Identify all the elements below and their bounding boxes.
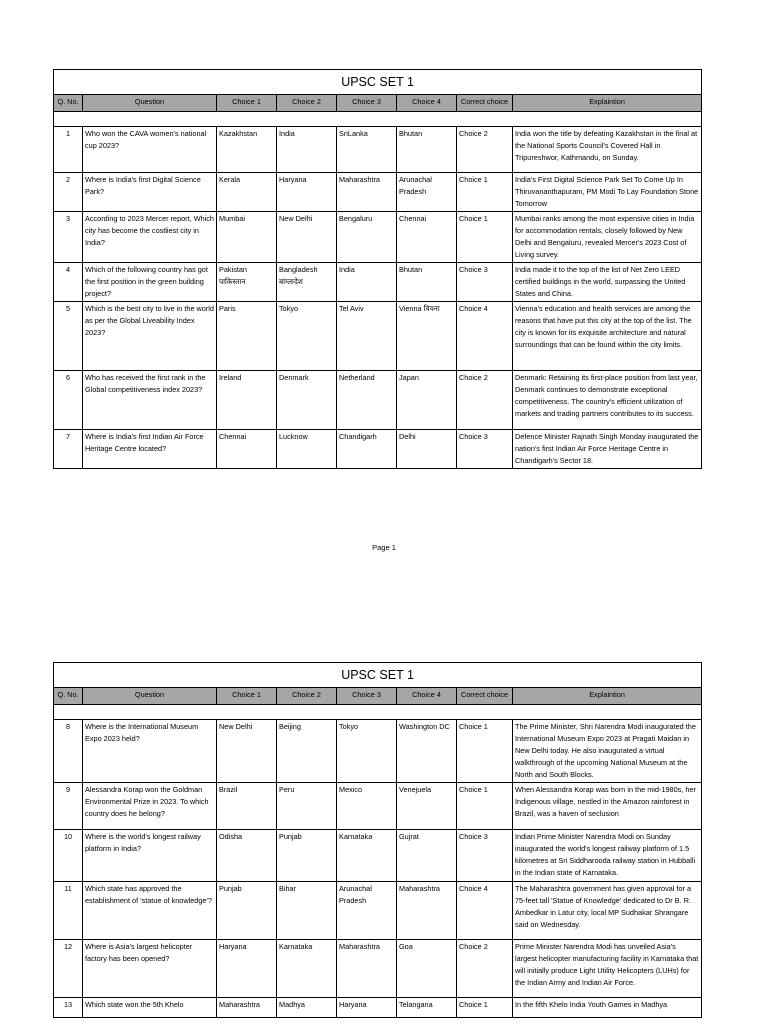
choice-4: Bhutan <box>397 263 457 302</box>
page-label: Page 1 <box>372 543 396 552</box>
header-choice2: Choice 2 <box>277 95 337 112</box>
explanation-text: Defence Minister Rajnath Singh Monday inaugurated the nation's first Indian Air Force Heritage Centre in Chandigarh's Sector 18. <box>513 430 702 469</box>
question-number: 2 <box>54 173 83 212</box>
choice-4: Gujrat <box>397 830 457 882</box>
choice-1: Paris <box>217 302 277 371</box>
header-choice4: Choice 4 <box>397 688 457 705</box>
choice-4: Goa <box>397 940 457 998</box>
choice-3: Arunachal Pradesh <box>337 882 397 940</box>
explanation-text: Vienna's education and health services are among the reasons that have put this city at the top of the list. The city is known for its exquisite architecture and natural surroundings that can be found within the city limits. <box>513 302 702 371</box>
explanation-text: India won the title by defeating Kazakhstan in the final at the National Sports Council's Covered Hall in Tripureshwor, Kathmandu, on Sunday. <box>513 127 702 173</box>
table-row <box>54 173 702 212</box>
table-row <box>54 302 702 371</box>
question-text: Alessandra Korap won the Goldman Environmental Prize in 2023. To which country does he belong? <box>83 783 217 830</box>
explanation-text: When Alessandra Korap was born in the mid-1980s, her Indigenous village, nestled in the Amazon rainforest in Brazil, was a haven of seclusion <box>513 783 702 830</box>
explanation-text: Prime Minister Narendra Modi has unveiled Asia's largest helicopter manufacturing facility in Karnataka that will initially produce Light Utility Helicopters (LUHs) for the Indian Army and Indian Air Force. <box>513 940 702 998</box>
table-row <box>54 783 702 830</box>
question-text: Where is the world's longest railway platform in India? <box>83 830 217 882</box>
question-text: Where is the International Museum Expo 2023 held? <box>83 720 217 783</box>
header-explanation: Explaintion <box>513 95 702 112</box>
choice-2: Karnataka <box>277 940 337 998</box>
choice-2: New Delhi <box>277 212 337 263</box>
choice-4: Maharashtra <box>397 882 457 940</box>
choice-4: Venejuela <box>397 783 457 830</box>
question-text: Where is India's first Digital Science Park? <box>83 173 217 212</box>
correct-choice: Choice 1 <box>457 783 513 830</box>
spacer-row <box>54 112 702 127</box>
correct-choice: Choice 2 <box>457 127 513 173</box>
choice-1: Punjab <box>217 882 277 940</box>
choice-2: Bangladesh बांग्लादेश <box>277 263 337 302</box>
explanation-text: India made it to the top of the list of Net Zero LEED certified buildings in the world, surpassing the United States and China. <box>513 263 702 302</box>
correct-choice: Choice 3 <box>457 830 513 882</box>
choice-3: Tokyo <box>337 720 397 783</box>
question-number: 13 <box>54 998 83 1018</box>
table-body <box>54 127 702 469</box>
choice-1: Mumbai <box>217 212 277 263</box>
choice-4: Chennai <box>397 212 457 263</box>
choice-1: Pakistan पाकिस्तान <box>217 263 277 302</box>
explanation-text: Denmark: Retaining its first-place position from last year, Denmark continues to demonstrate exceptional competitiveness. The country's efficient utilization of markets and trading partners contributes to its success. <box>513 371 702 430</box>
header-row <box>54 95 702 112</box>
choice-4: Delhi <box>397 430 457 469</box>
table-row <box>54 127 702 173</box>
choice-1: Ireland <box>217 371 277 430</box>
choice-1: Kazakhstan <box>217 127 277 173</box>
question-number: 11 <box>54 882 83 940</box>
table-row <box>54 830 702 882</box>
question-number: 5 <box>54 302 83 371</box>
choice-3: Karnataka <box>337 830 397 882</box>
question-number: 7 <box>54 430 83 469</box>
choice-2: Madhya <box>277 998 337 1018</box>
choice-2: Punjab <box>277 830 337 882</box>
choice-2: Lucknow <box>277 430 337 469</box>
explanation-text: Mumbai ranks among the most expensive cities in India for accommodation rentals, closely followed by New Delhi and Bengaluru, revealed Mercer's 2023 Cost of Living survey. <box>513 212 702 263</box>
header-choice1: Choice 1 <box>217 688 277 705</box>
table-row <box>54 720 702 783</box>
table-row <box>54 882 702 940</box>
header-choice3: Choice 3 <box>337 95 397 112</box>
correct-choice: Choice 1 <box>457 173 513 212</box>
question-number: 3 <box>54 212 83 263</box>
sheet-title: UPSC SET 1 <box>54 70 702 95</box>
table-row <box>54 998 702 1018</box>
spacer-row <box>54 705 702 720</box>
explanation-text: India's First Digital Science Park Set To Come Up In Thiruvananthapuram, PM Modi To Lay Foundation Stone Tomorrow <box>513 173 702 212</box>
table-row <box>54 430 702 469</box>
question-number: 9 <box>54 783 83 830</box>
question-number: 1 <box>54 127 83 173</box>
choice-2: Bihar <box>277 882 337 940</box>
header-qno: Q. No. <box>54 95 83 112</box>
choice-2: Haryana <box>277 173 337 212</box>
correct-choice: Choice 3 <box>457 263 513 302</box>
question-text: According to 2023 Mercer report, Which city has become the costliest city in India? <box>83 212 217 263</box>
choice-1: Haryana <box>217 940 277 998</box>
header-explanation: Explaintion <box>513 688 702 705</box>
choice-3: SriLanka <box>337 127 397 173</box>
choice-2: Beijing <box>277 720 337 783</box>
choice-4: Telangana <box>397 998 457 1018</box>
choice-3: Maharashtra <box>337 173 397 212</box>
explanation-text: The Prime Minister, Shri Narendra Modi inaugurated the International Museum Expo 2023 at Pragati Maidan in New Delhi today. He also inaugurated a virtual walkthrough of the upcoming National Museum at the North and South Blocks. <box>513 720 702 783</box>
question-table <box>53 69 702 469</box>
question-number: 12 <box>54 940 83 998</box>
choice-1: Chennai <box>217 430 277 469</box>
table-row <box>54 263 702 302</box>
correct-choice: Choice 1 <box>457 998 513 1018</box>
sheet-1 <box>53 69 701 469</box>
choice-3: Netherland <box>337 371 397 430</box>
choice-4: Bhutan <box>397 127 457 173</box>
header-correct: Correct choice <box>457 95 513 112</box>
choice-4: Washington DC <box>397 720 457 783</box>
correct-choice: Choice 3 <box>457 430 513 469</box>
question-text: Which of the following country has got the first position in the green building project? <box>83 263 217 302</box>
explanation-text: Indian Prime Minister Narendra Modi on Sunday inaugurated the world's longest railway platform of 1.5 kilometres at Sri Siddharooda railway station in Hubballi in the Indian state of Karnataka. <box>513 830 702 882</box>
choice-3: Haryana <box>337 998 397 1018</box>
header-question: Question <box>83 688 217 705</box>
choice-1: Brazil <box>217 783 277 830</box>
explanation-text: In the fifth Khelo India Youth Games in Madhya <box>513 998 702 1018</box>
correct-choice: Choice 1 <box>457 720 513 783</box>
header-choice3: Choice 3 <box>337 688 397 705</box>
question-text: Where is India's first Indian Air Force Heritage Centre located? <box>83 430 217 469</box>
choice-1: Maharashtra <box>217 998 277 1018</box>
correct-choice: Choice 4 <box>457 302 513 371</box>
choice-3: Chandigarh <box>337 430 397 469</box>
question-text: Which state won the 5th Khelo <box>83 998 217 1018</box>
choice-1: Kerala <box>217 173 277 212</box>
choice-1: Odisha <box>217 830 277 882</box>
question-text: Who won the CAVA women's national cup 2023? <box>83 127 217 173</box>
header-choice1: Choice 1 <box>217 95 277 112</box>
correct-choice: Choice 2 <box>457 371 513 430</box>
choice-4: Vienna वियना <box>397 302 457 371</box>
choice-3: Bengaluru <box>337 212 397 263</box>
question-number: 10 <box>54 830 83 882</box>
choice-3: Mexico <box>337 783 397 830</box>
choice-1: New Delhi <box>217 720 277 783</box>
correct-choice: Choice 2 <box>457 940 513 998</box>
question-number: 4 <box>54 263 83 302</box>
question-number: 6 <box>54 371 83 430</box>
header-qno: Q. No. <box>54 688 83 705</box>
question-table <box>53 662 702 1018</box>
correct-choice: Choice 4 <box>457 882 513 940</box>
choice-2: Peru <box>277 783 337 830</box>
choice-2: Denmark <box>277 371 337 430</box>
question-text: Which state has approved the establishment of 'statue of knowledge'? <box>83 882 217 940</box>
choice-2: India <box>277 127 337 173</box>
question-text: Which is the best city to live in the world as per the Global Liveability Index 2023? <box>83 302 217 371</box>
question-text: Where is Asia's largest helicopter factory has been opened? <box>83 940 217 998</box>
choice-3: Maharashtra <box>337 940 397 998</box>
header-question: Question <box>83 95 217 112</box>
header-choice2: Choice 2 <box>277 688 337 705</box>
header-choice4: Choice 4 <box>397 95 457 112</box>
choice-4: Arunachal Pradesh <box>397 173 457 212</box>
sheet-title: UPSC SET 1 <box>54 663 702 688</box>
choice-4: Japan <box>397 371 457 430</box>
table-body <box>54 720 702 1018</box>
choice-3: Tel Aviv <box>337 302 397 371</box>
explanation-text: The Maharashtra government has given approval for a 75-feet tall 'Statue of Knowledge' dedicated to Dr B. R. Ambedkar in Latur city, local MP Sudhakar Shrangare said on Wednesday. <box>513 882 702 940</box>
sheet-2 <box>53 662 701 1018</box>
table-row <box>54 940 702 998</box>
choice-2: Tokyo <box>277 302 337 371</box>
header-row <box>54 688 702 705</box>
table-row <box>54 212 702 263</box>
question-text: Who has received the first rank in the Global competitiveness index 2023? <box>83 371 217 430</box>
table-row <box>54 371 702 430</box>
header-correct: Correct choice <box>457 688 513 705</box>
question-number: 8 <box>54 720 83 783</box>
correct-choice: Choice 1 <box>457 212 513 263</box>
choice-3: India <box>337 263 397 302</box>
